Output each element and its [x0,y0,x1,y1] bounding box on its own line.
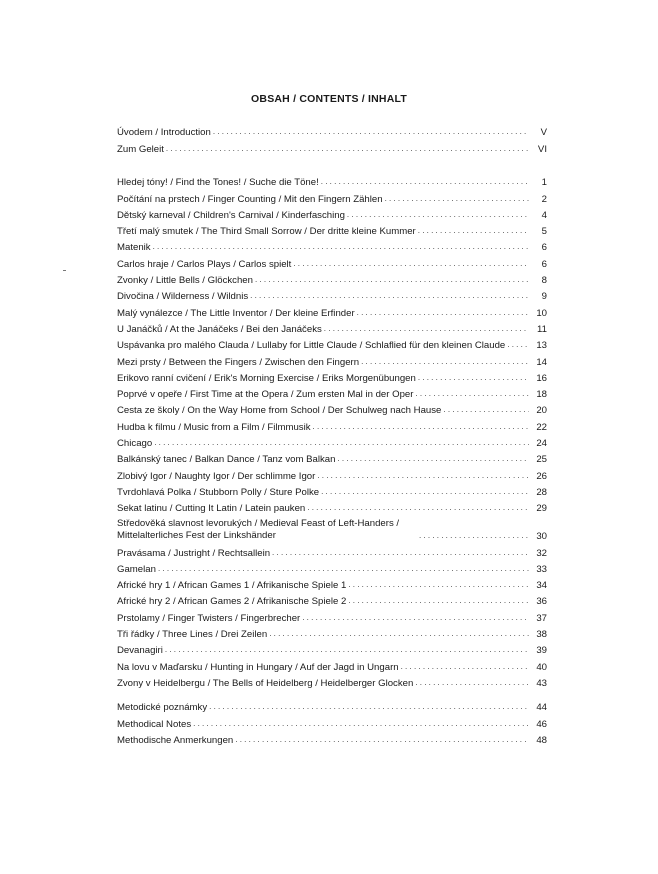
toc-entry-title: Gamelan [117,563,156,575]
toc-entry-page: 37 [536,612,547,624]
dot-leader [313,421,529,432]
toc-entry [117,542,547,558]
toc-entry [117,351,547,367]
toc-entry-title: Chicago [117,438,153,450]
toc-entry [117,319,547,335]
toc-entry [117,482,547,498]
toc-entry-page: 2 [541,193,547,205]
toc-entry-page: 5 [541,226,547,238]
toc-entry-page: 28 [536,486,547,498]
dot-leader [419,530,529,541]
toc-entry-page: 38 [536,629,547,641]
toc-entry-page: 4 [541,209,547,221]
toc-entry-title: Na lovu v Maďarsku / Hunting in Hungary / Auf der Jagd in Ungarn [117,661,399,673]
toc-entry-title: Erikovo ranní cvičení / Erik's Morning Exercise / Eriks Morgenübungen [117,372,416,384]
toc-entry-page: 1 [541,177,547,189]
toc-entry [117,302,547,318]
dot-leader [443,404,529,415]
toc-entry-title: Hudba k filmu / Music from a Film / Filmmusik [117,421,311,433]
toc-entry [117,640,547,656]
toc-entry [117,656,547,672]
toc-entry-page: 6 [541,242,547,254]
toc-entry [117,122,547,138]
toc-entry-page: 13 [536,340,547,352]
toc-entry [117,172,547,188]
toc-entry [117,384,547,400]
toc-entry-title: Balkánský tanec / Balkan Dance / Tanz vom Balkan [117,454,336,466]
dot-leader [324,323,529,334]
toc-entry-title: Africké hry 1 / African Games 1 / Afrikanische Spiele 1 [117,580,347,592]
dot-leader [418,225,529,236]
toc-entry [117,188,547,204]
dot-leader [418,372,529,383]
dot-leader [357,307,529,318]
toc-entry-page: 26 [536,470,547,482]
toc-entry-title: Mezi prsty / Between the Fingers / Zwischen den Fingern [117,356,360,368]
toc-entry [117,673,547,689]
dot-leader [337,453,529,464]
toc-entry-title: Devanagiri [117,645,163,657]
toc-entry [117,697,547,713]
toc-entry-page: 18 [536,389,547,401]
margin-mark [63,270,66,271]
toc-entry-title: Pravásama / Justright / Rechtsallein [117,547,271,559]
toc-entry-page: 25 [536,454,547,466]
dot-leader [166,143,529,154]
toc-entry-page: 43 [536,677,547,689]
toc-entry-title: Tvrdohlavá Polka / Stubborn Polly / Sture Polke [117,486,320,498]
toc-entry [117,270,547,286]
toc-entry [117,416,547,432]
toc-entry-title: Uspávanka pro malého Clauda / Lullaby for Little Claude / Schlaflied für den kleinen Claude [117,340,506,352]
toc-entry-page: 9 [541,291,547,303]
toc-entry-title: Methodische Anmerkungen [117,734,234,746]
toc-entry-page: 39 [536,645,547,657]
toc-entry-page: V [540,127,547,139]
dot-leader [269,628,529,639]
toc-entry [117,368,547,384]
toc-entry [117,465,547,481]
dot-leader [165,644,529,655]
toc-entry [117,400,547,416]
toc-entry-title: Třetí malý smutek / The Third Small Sorrow / Der dritte kleine Kummer [117,226,416,238]
toc-entry-page: 36 [536,596,547,608]
toc-entry [117,514,547,542]
toc-entry-title: Zvonky / Little Bells / Glöckchen [117,275,253,287]
toc-entry-page: 24 [536,438,547,450]
toc-entry-page: 22 [536,421,547,433]
dot-leader [255,274,529,285]
dot-leader [272,547,529,558]
dot-leader [321,176,529,187]
toc-entry-title: Matenik [117,242,151,254]
dot-leader [153,241,529,252]
toc-entry-page: 46 [536,718,547,730]
toc-entry-title: Počítání na prstech / Finger Counting / Mit den Fingern Zählen [117,193,383,205]
toc-entry [117,205,547,221]
toc-entry [117,253,547,269]
toc-entry [117,286,547,302]
dot-leader [235,734,529,745]
dot-leader [361,356,529,367]
toc-entry [117,335,547,351]
toc-entry-title: U Janáčků / At the Janáčeks / Bei den Janáčeks [117,323,322,335]
toc-entry [117,713,547,729]
toc-entry [117,237,547,253]
toc-entry [117,433,547,449]
toc-entry-title: Zum Geleit [117,143,164,155]
toc-entry-page: 14 [536,356,547,368]
dot-leader [317,470,529,481]
toc-entry-title: Carlos hraje / Carlos Plays / Carlos spielt [117,258,292,270]
dot-leader [347,209,529,220]
toc-entry-title: Methodical Notes [117,718,192,730]
toc-entry-title: Dětský karneval / Children's Carnival / Kinderfasching [117,209,345,221]
toc-entry-page: 40 [536,661,547,673]
toc-entry-page: 30 [536,531,547,543]
dot-leader [415,677,529,688]
dot-leader [348,579,529,590]
dot-leader [401,661,529,672]
toc-entry-title: Divočina / Wilderness / Wildnis [117,291,249,303]
toc-entry [117,221,547,237]
toc-entry [117,575,547,591]
toc-entry [117,138,547,154]
dot-leader [348,595,529,606]
toc-entry [117,559,547,575]
toc-entry-page: 29 [536,503,547,515]
page-title: OBSAH / CONTENTS / INHALT [251,93,407,105]
dot-leader [307,502,529,513]
toc-entry-title: Poprvé v opeře / First Time at the Opera / Zum ersten Mal in der Oper [117,389,414,401]
dot-leader [507,339,529,350]
dot-leader [321,486,529,497]
dot-leader [213,126,529,137]
toc-entry-page: 48 [536,734,547,746]
dot-leader [158,563,529,574]
toc-entry-page: 8 [541,275,547,287]
toc-entry [117,730,547,746]
toc-entry-title: Sekat latinu / Cutting It Latin / Latein pauken [117,503,306,515]
toc-entry-page: 34 [536,580,547,592]
toc-entry-page: 10 [536,307,547,319]
toc-entry-page: 16 [536,372,547,384]
toc-entry [117,624,547,640]
toc-entry-title: Zvony v Heidelbergu / The Bells of Heidelberg / Heidelberger Glocken [117,677,414,689]
toc-entry [117,607,547,623]
toc-entry-title: Metodické poznámky [117,702,208,714]
dot-leader [250,290,529,301]
toc-entry-title: Prstolamy / Finger Twisters / Fingerbrecher [117,612,301,624]
toc-entry-page: 11 [537,323,547,335]
toc-entry-title: Úvodem / Introduction [117,127,211,139]
toc-entry-title: Cesta ze školy / On the Way Home from School / Der Schulweg nach Hause [117,405,442,417]
dot-leader [385,193,529,204]
toc-entry-page: 6 [541,258,547,270]
toc-entry-title: Zlobivý Igor / Naughty Igor / Der schlimme Igor [117,470,316,482]
dot-leader [154,437,529,448]
toc-entry-title: Hledej tóny! / Find the Tones! / Suche die Töne! [117,177,319,189]
toc-entry-page: 33 [536,563,547,575]
dot-leader [415,388,529,399]
toc-entry [117,449,547,465]
toc-entry-page: VI [537,143,547,155]
toc-entry-page: 44 [536,702,547,714]
toc-entry-title: Středověká slavnost levorukých / Medieval Feast of Left-Handers / Mittelalterliches Fest der Linkshänder [117,518,400,542]
toc-entry-page: 32 [536,547,547,559]
toc-group-front-matter [117,122,547,155]
toc-entry-title: Malý vynálezce / The Little Inventor / Der kleine Erfinder [117,307,355,319]
dot-leader [209,701,529,712]
toc-entry [117,591,547,607]
toc-entry-title: Africké hry 2 / African Games 2 / Afrikanische Spiele 2 [117,596,347,608]
dot-leader [293,258,529,269]
toc-entry [117,498,547,514]
toc-group-notes [117,697,547,746]
toc-group-pieces [117,172,547,689]
dot-leader [193,718,529,729]
toc-entry-page: 20 [536,405,547,417]
toc-entry-title: Tři řádky / Three Lines / Drei Zeilen [117,629,268,641]
dot-leader [302,612,529,623]
